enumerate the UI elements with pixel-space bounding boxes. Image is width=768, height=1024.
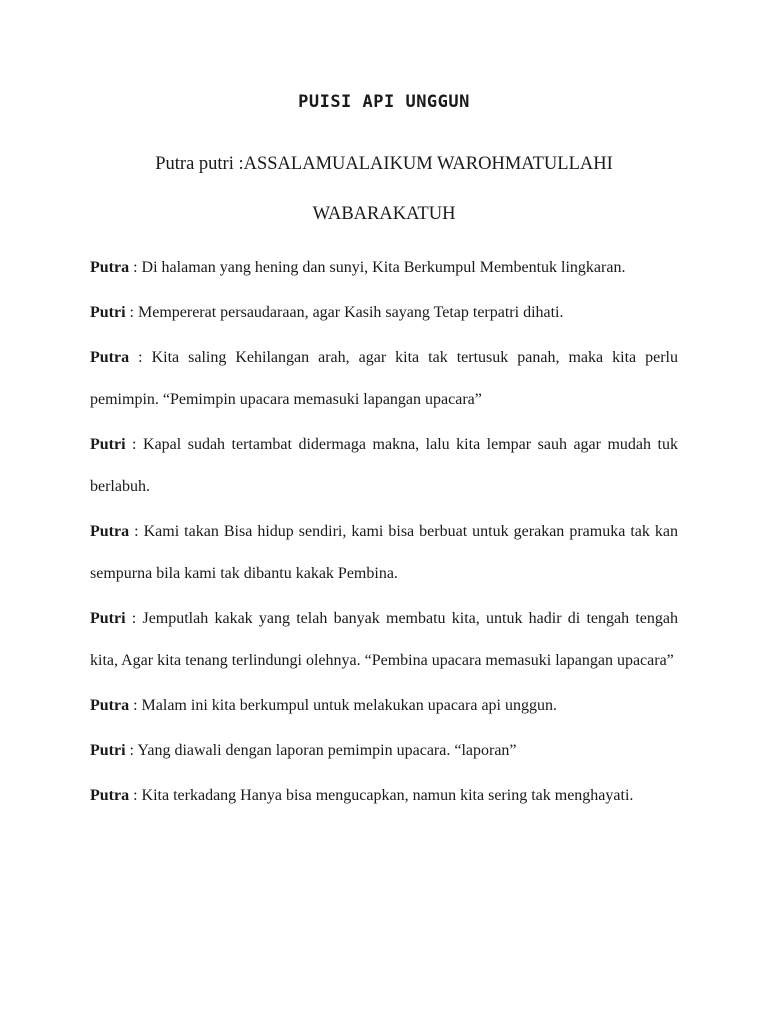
speaker-label: Putra xyxy=(90,523,130,540)
poem-paragraph xyxy=(90,775,678,817)
greeting-line-1: Putra putri :ASSALAMUALAIKUM WAROHMATULLAHI xyxy=(155,154,613,174)
greeting-line-2: WABARAKATUH xyxy=(312,204,456,224)
poem-paragraph xyxy=(90,337,678,421)
poem-paragraph xyxy=(90,247,678,289)
speaker-label: Putra xyxy=(90,697,130,714)
poem-paragraph xyxy=(90,511,678,595)
poem-paragraph xyxy=(90,598,678,682)
speaker-label: Putri xyxy=(90,610,126,627)
paragraph-text: : Kita saling Kehilangan arah, agar kita tak tertusuk panah, maka kita perlu pemimpin. “Pemimpin upacara memasuki lapangan upacara” xyxy=(90,349,678,408)
poem-paragraph xyxy=(90,292,678,334)
poem-paragraph xyxy=(90,685,678,727)
speaker-label: Putra xyxy=(90,259,130,276)
poem-paragraph xyxy=(90,424,678,508)
speaker-label: Putra xyxy=(90,349,130,366)
paragraph-text: : Kami takan Bisa hidup sendiri, kami bisa berbuat untuk gerakan pramuka tak kan sempurna bila kami tak dibantu kakak Pembina. xyxy=(90,523,678,582)
page-title: PUISI API UNGGUN xyxy=(298,92,470,112)
paragraph-text: : Mempererat persaudaraan, agar Kasih sayang Tetap terpatri dihati. xyxy=(125,304,564,321)
paragraph-text: : Malam ini kita berkumpul untuk melakukan upacara api unggun. xyxy=(129,697,557,714)
paragraph-text: : Di halaman yang hening dan sunyi, Kita Berkumpul Membentuk lingkaran. xyxy=(129,259,626,276)
speaker-label: Putra xyxy=(90,787,130,804)
paragraph-text: : Kita terkadang Hanya bisa mengucapkan, namun kita sering tak menghayati. xyxy=(129,787,634,804)
speaker-label: Putri xyxy=(90,304,126,321)
paragraph-text: : Kapal sudah tertambat didermaga makna, lalu kita lempar sauh agar mudah tuk berlabuh. xyxy=(90,436,678,495)
poem-body xyxy=(90,247,678,820)
speaker-label: Putri xyxy=(90,742,126,759)
paragraph-text: : Yang diawali dengan laporan pemimpin upacara. “laporan” xyxy=(125,742,517,759)
speaker-label: Putri xyxy=(90,436,126,453)
poem-paragraph xyxy=(90,730,678,772)
paragraph-text: : Jemputlah kakak yang telah banyak membatu kita, untuk hadir di tengah tengah kita, Agar kita tenang terlindungi olehnya. “Pembina upacara memasuki lapangan upacara” xyxy=(90,610,678,669)
